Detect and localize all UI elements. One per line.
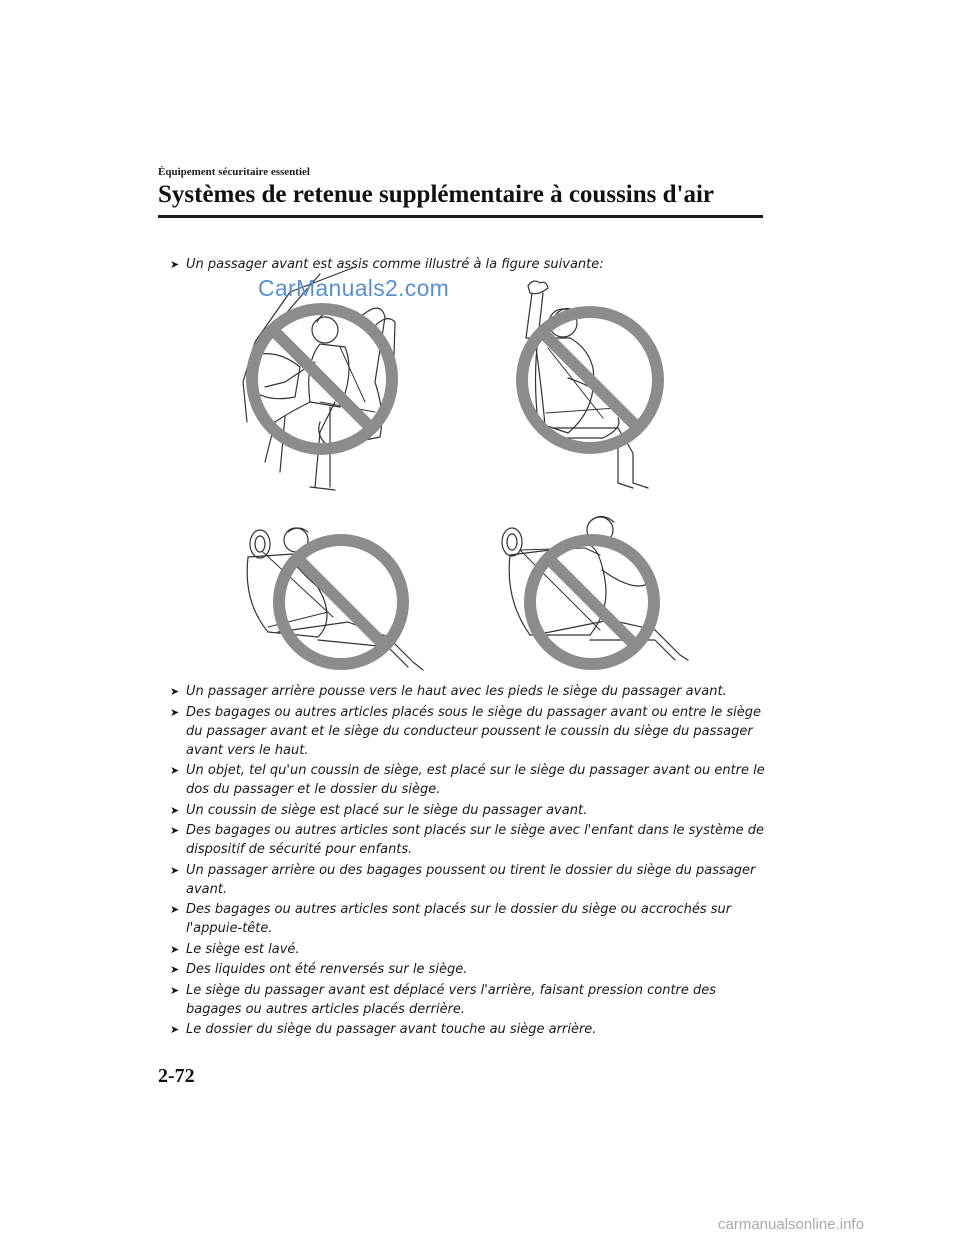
list-item-text: Des liquides ont été renversés sur le siège. [186, 962, 468, 977]
list-item [158, 761, 768, 799]
list-item [158, 682, 768, 701]
bullet-arrow-icon: ➤ [170, 942, 180, 956]
list-item-text: Un passager arrière ou des bagages poussent ou tirent le dossier du siège du passager avant. [186, 862, 756, 897]
figure-occupant-arm-raised [508, 278, 683, 498]
figure-occupant-reclined-feet-up [238, 522, 428, 672]
bullet-arrow-icon: ➤ [170, 903, 180, 916]
list-item-text: Le siège du passager avant est déplacé vers l'arrière, faisant pression contre des bagages ou autres articles placés derrière. [186, 982, 717, 1017]
prohibited-conditions-list [158, 682, 768, 1041]
section-label: Équipement sécuritaire essentiel [158, 166, 310, 178]
list-item [158, 703, 768, 760]
bullet-arrow-icon: ➤ [170, 963, 180, 976]
bullet-arrow-icon: ➤ [170, 764, 180, 777]
bullet-arrow-icon: ➤ [170, 824, 180, 837]
bullet-arrow-icon: ➤ [170, 863, 180, 877]
bullet-arrow-icon: ➤ [170, 983, 180, 997]
watermark-carmanuals2: CarManuals2.com [258, 275, 450, 301]
title-rule [158, 215, 763, 218]
list-item [158, 861, 768, 899]
list-item-text: Des bagages ou autres articles sont placés sur le dossier du siège ou accrochés sur l'appuie-tête. [186, 902, 732, 936]
intro-bullet-text: Un passager avant est assis comme illustré à la figure suivante: [186, 257, 604, 272]
list-item [158, 1020, 768, 1039]
list-item-text: Le siège est lavé. [186, 941, 300, 957]
watermark-carmanualsonline: carmanualsonline.info [718, 1216, 864, 1233]
list-item [158, 900, 768, 938]
bullet-arrow-icon: ➤ [170, 1023, 180, 1036]
page-title: Systèmes de retenue supplémentaire à coussins d'air [158, 181, 715, 208]
bullet-arrow-icon: ➤ [170, 258, 180, 271]
bullet-arrow-icon: ➤ [170, 685, 180, 698]
list-item-text: Des bagages ou autres articles placés sous le siège du passager avant ou entre le siège du passager avant et le siège du conducteur poussent le coussin du siège du passager avant vers le haut. [186, 704, 762, 758]
list-item [158, 801, 768, 820]
list-item [158, 960, 768, 979]
figure-occupant-leaning-back [490, 510, 695, 670]
prohibited-slash-icon [298, 559, 384, 645]
page-number: 2-72 [158, 1065, 195, 1087]
list-item-text: Un coussin de siège est placé sur le siège du passager avant. [186, 802, 588, 818]
list-item [158, 940, 768, 959]
list-item [158, 981, 768, 1019]
bullet-arrow-icon: ➤ [170, 705, 180, 719]
prohibited-slash-icon [542, 332, 638, 428]
list-item [158, 821, 768, 859]
list-item-text: Des bagages ou autres articles sont placés sur le siège avec l'enfant dans le système de dispositif de sécurité pour enfants. [186, 823, 764, 857]
list-item-text: Le dossier du siège du passager avant touche au siège arrière. [186, 1022, 597, 1037]
list-item-text: Un passager arrière pousse vers le haut avec les pieds le siège du passager avant. [186, 684, 727, 699]
list-item-text: Un objet, tel qu'un coussin de siège, est placé sur le siège du passager avant ou entre le dos du passager et le dossier du siège. [186, 763, 765, 797]
bullet-arrow-icon: ➤ [170, 803, 180, 817]
